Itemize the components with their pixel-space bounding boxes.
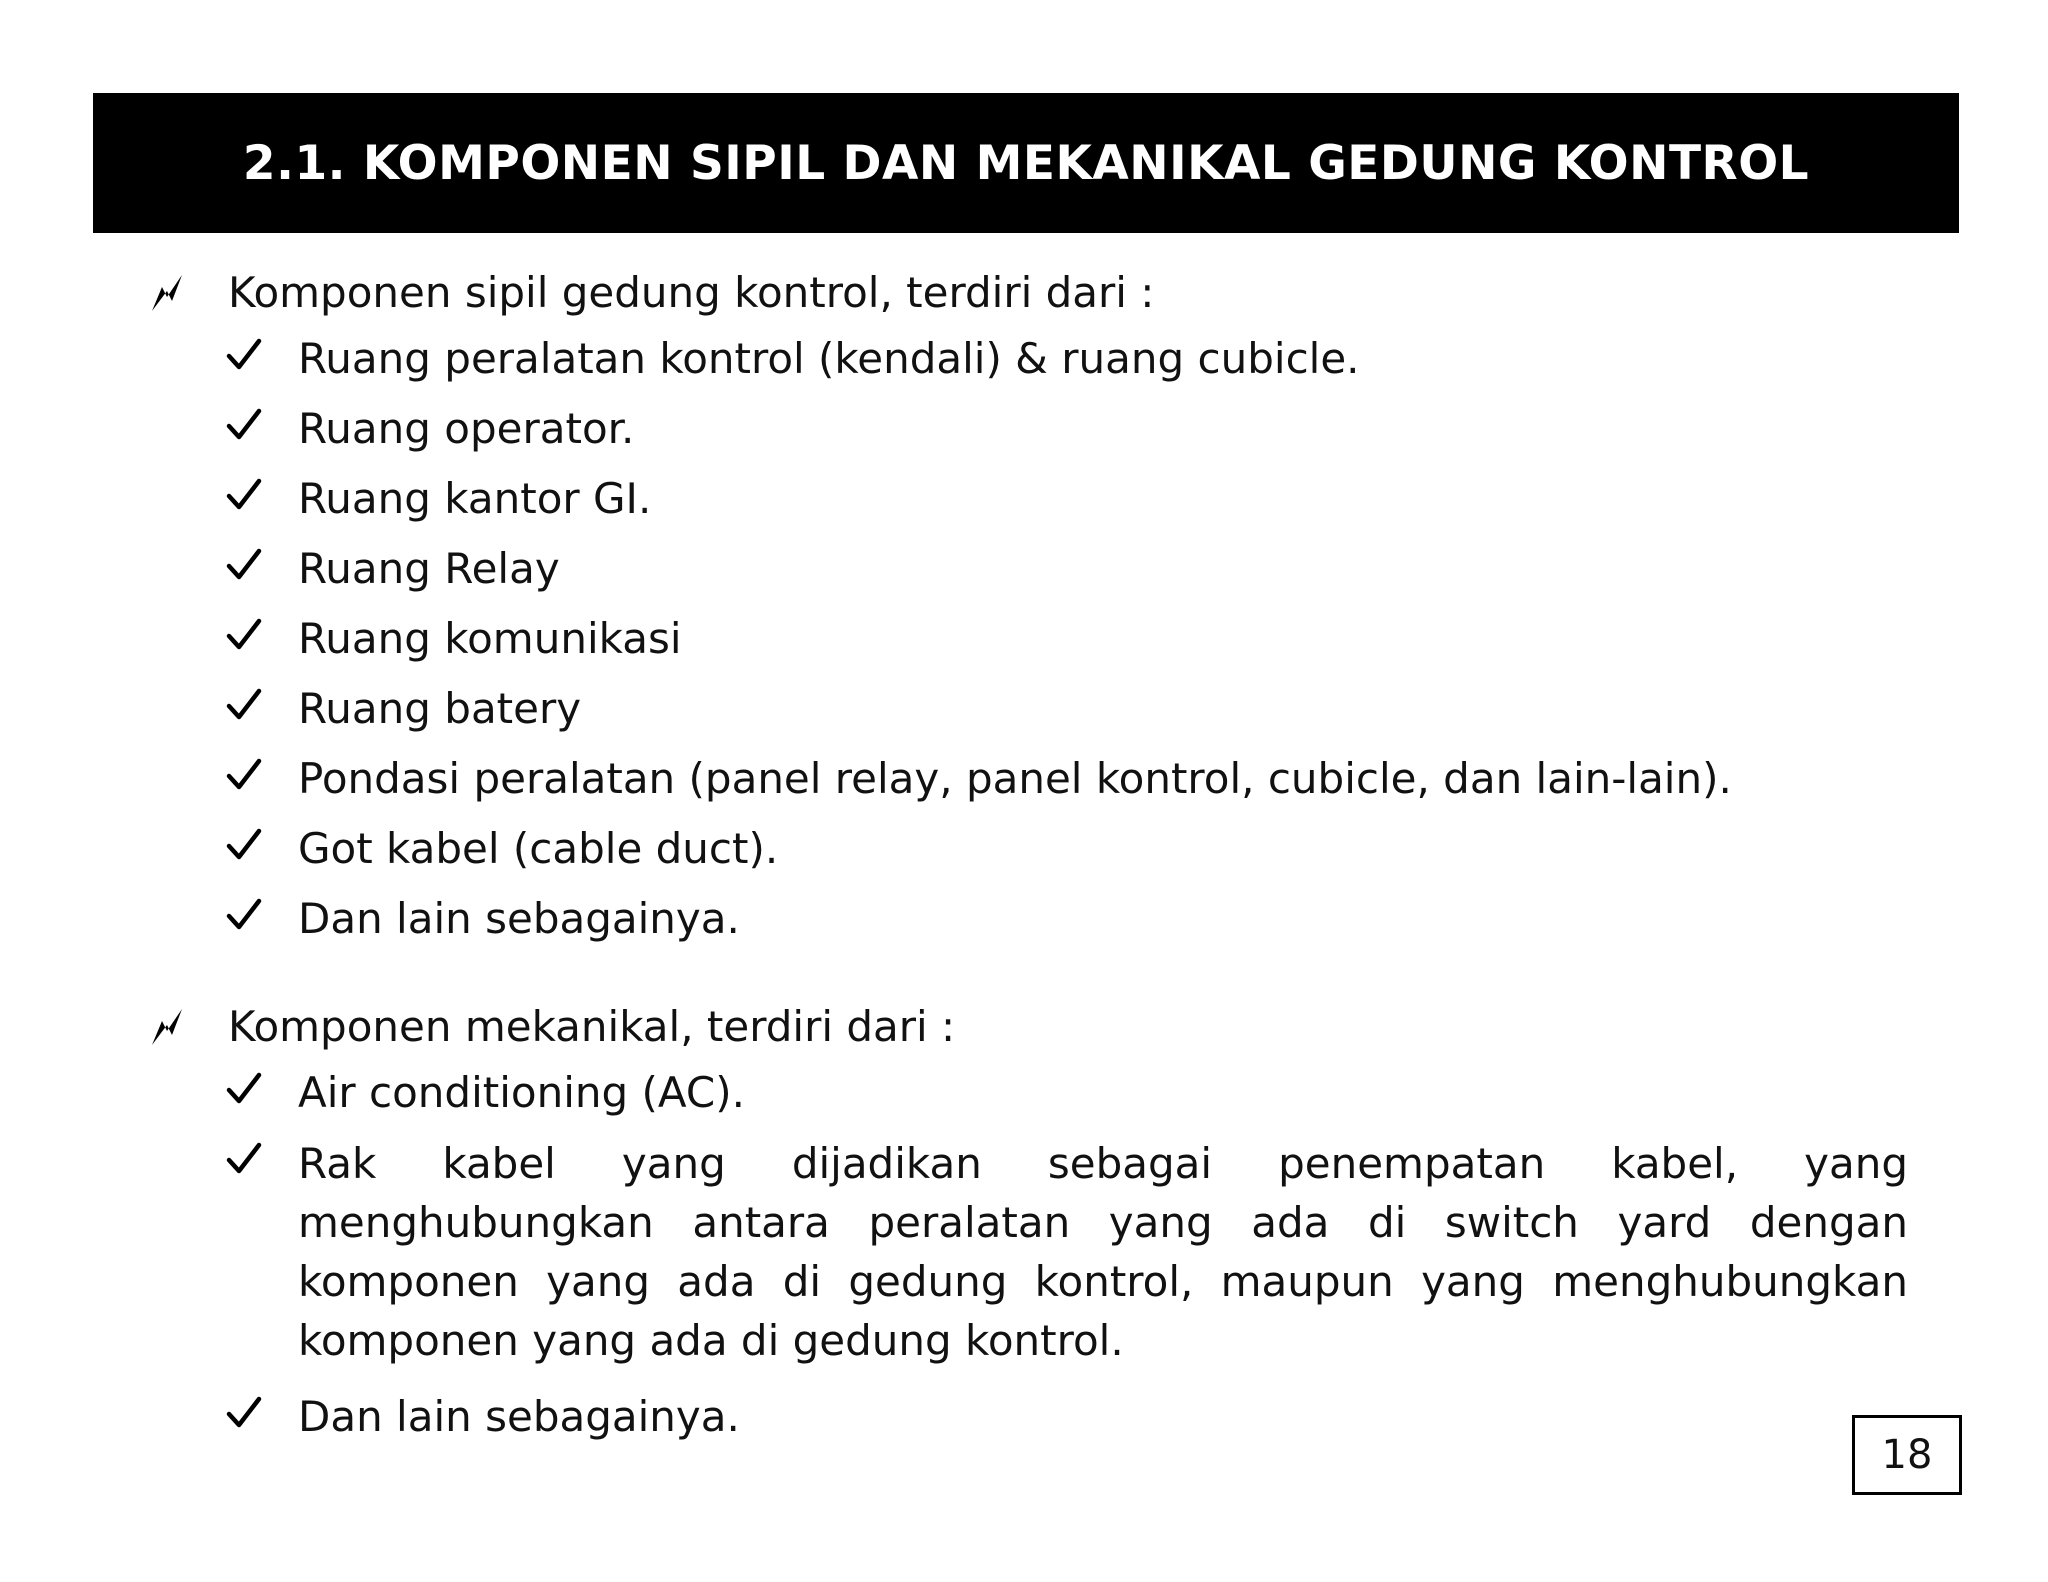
section-heading-text: Komponen sipil gedung kontrol, terdiri dari : [228, 268, 1155, 317]
checkmark-icon [226, 897, 262, 933]
section-heading [148, 262, 1918, 324]
list-item [226, 1128, 1918, 1382]
checkmark-icon [226, 617, 262, 653]
list-item [226, 534, 1918, 604]
list-item-text: Got kabel (cable duct). [298, 824, 779, 873]
list-item [226, 744, 1918, 814]
page-title: 2.1. KOMPONEN SIPIL DAN MEKANIKAL GEDUNG KONTROL [242, 135, 1810, 191]
checkmark-icon [226, 337, 262, 373]
list-item-text: Air conditioning (AC). [298, 1068, 745, 1117]
list-item-text: Ruang batery [298, 684, 582, 733]
section-heading [148, 996, 1918, 1058]
checkmark-icon [226, 687, 262, 723]
list-item [226, 1058, 1918, 1128]
list-item-text: Ruang peralatan kontrol (kendali) & ruang cubicle. [298, 334, 1360, 383]
section-civil-components [148, 262, 1918, 954]
checkmark-icon [226, 757, 262, 793]
list-item-text: Ruang Relay [298, 544, 560, 593]
list-item-text: Dan lain sebagainya. [298, 1392, 740, 1441]
list-item [226, 324, 1918, 394]
list-item-text: Ruang operator. [298, 404, 635, 453]
checkmark-icon [226, 827, 262, 863]
list-item [226, 604, 1918, 674]
list-item-text: Ruang kantor GI. [298, 474, 652, 523]
list-item [226, 814, 1918, 884]
checkmark-icon [226, 1141, 262, 1177]
list-item [226, 464, 1918, 534]
checkmark-icon [226, 547, 262, 583]
checkmark-icon [226, 407, 262, 443]
checkmark-icon [226, 477, 262, 513]
checkmark-icon [226, 1071, 262, 1107]
lightning-bullet-icon [148, 1007, 186, 1047]
list-item [226, 884, 1918, 954]
list-item [226, 1382, 1918, 1452]
lightning-bullet-icon [148, 273, 186, 313]
list-item-text: Ruang komunikasi [298, 614, 682, 663]
list-item-text: Pondasi peralatan (panel relay, panel kontrol, cubicle, dan lain-lain). [298, 754, 1732, 803]
section-mechanical-components [148, 996, 1918, 1452]
list-item [226, 674, 1918, 744]
title-bar [93, 93, 1959, 233]
checkmark-icon [226, 1395, 262, 1431]
section-heading-text: Komponen mekanikal, terdiri dari : [228, 1002, 956, 1051]
page-number: 18 [1852, 1415, 1962, 1495]
item-list [148, 324, 1918, 954]
list-item-text: Rak kabel yang dijadikan sebagai penempatan kabel, yang menghubungkan antara peralatan yang ada di switch yard dengan komponen yang ada di gedung kontrol, maupun yang menghubungkan komponen yang ada di gedung kontrol. [298, 1139, 1908, 1365]
item-list [148, 1058, 1918, 1452]
list-item [226, 394, 1918, 464]
list-item-text: Dan lain sebagainya. [298, 894, 740, 943]
